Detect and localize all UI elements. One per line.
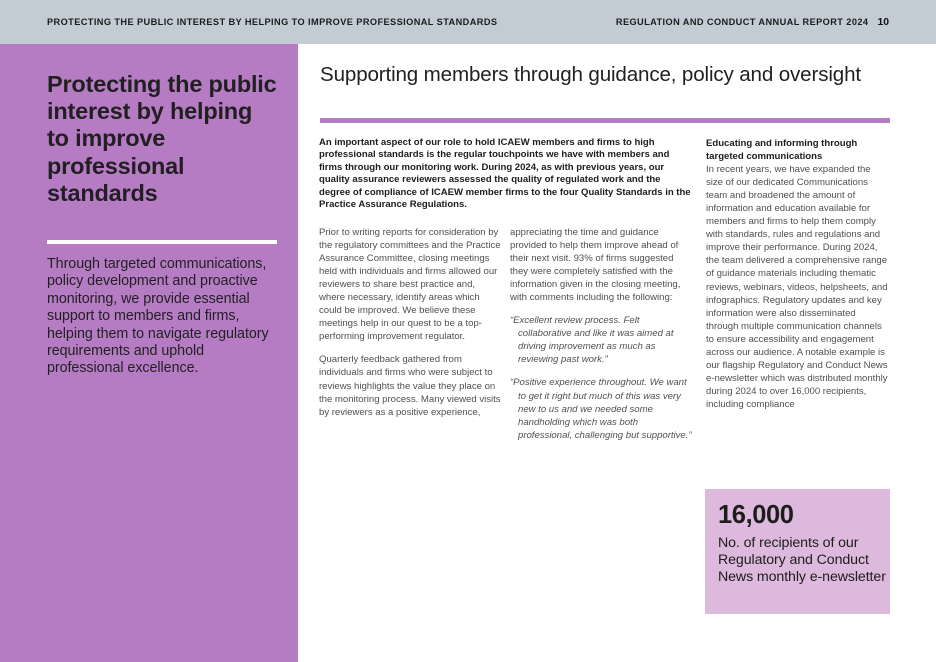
page-title: Supporting members through guidance, policy and oversight (320, 63, 861, 86)
running-header-report-title: REGULATION AND CONDUCT ANNUAL REPORT 2024 (615, 17, 869, 27)
stat-number: 16,000 (718, 501, 794, 529)
member-quote-2: “Positive experience throughout. We want to get it right but much of this was very new to us and we needed some handholding which was both professional, challenging but supportive.” (510, 377, 692, 441)
stat-callout-box (705, 489, 890, 614)
column-1-paragraph-1: Prior to writing reports for consideration by the regulatory committees and the Practice Assurance Committee, closing meetings held with individuals and firms allowed our reviewers to share best practice and, where necessary, identify areas which could be improved. We believe these meetings help in our quest to be a top-performing improvement regulator. (319, 227, 501, 343)
body-column-1 (319, 226, 501, 419)
main-content-area (298, 44, 936, 662)
member-quote-1: “Excellent review process. Felt collaborative and like it was aimed at driving improvement as much as reviewing past work.” (510, 315, 674, 366)
left-panel-title: Protecting the public interest by helping to improve professional standards (47, 71, 277, 206)
running-header-right (616, 17, 889, 28)
intro-paragraph: An important aspect of our role to hold ICAEW members and firms to high professional standards is the regular touchpoints we have with members and firms through our monitoring work. During 2024, as with previous years, our quality assurance reviewers assessed the quality of regulated work and the degree of compliance of ICAEW member firms to the four Quality Standards in the Practice Assurance Regulations. (319, 137, 691, 211)
column-3-paragraph-1: In recent years, we have expanded the size of our dedicated Communications team and broadened the amount of information and education available for members and firms to help them comply with standards, rules and regulations and improve their performance. During 2024, the team delivered a comprehensive range of guidance materials including thematic reviews, webinars, videos, helpsheets, and infographics. Regulatory updates and key information were also disseminated through multiple communication channels to ensure accessibility and engagement across our audience. A notable example is our flagship Regulatory and Conduct News e-newsletter which was distributed monthly during 2024 to over 16,000 recipients, including compliance (706, 164, 888, 410)
page-number: 10 (877, 17, 889, 28)
stat-caption: No. of recipients of our Regulatory and Conduct News monthly e-newsletter (718, 535, 886, 586)
body-column-2 (510, 226, 694, 442)
left-panel-body-text: Through targeted communications, policy development and proactive monitoring, we provide essential support to members and firms, helping them to navigate regulatory requirements and uphold professional excellence. (47, 256, 269, 377)
page-title-divider (320, 118, 890, 123)
running-header (0, 0, 936, 44)
left-feature-panel (0, 44, 298, 662)
body-column-3 (706, 137, 890, 411)
column-2-paragraph-1: appreciating the time and guidance provided to help them improve ahead of their next visit. 93% of firms suggested they were completely satisfied with the information given in the closing meeting, with comments including the following: (510, 227, 681, 304)
column-3-subheading: Educating and informing through targeted communications (706, 138, 858, 163)
column-1-paragraph-2: Quarterly feedback gathered from individuals and firms who were subject to reviews highlights the value they place on the monitoring process. Many viewed visits by reviewers as a positive experience, (319, 354, 501, 418)
running-header-left-text: PROTECTING THE PUBLIC INTEREST BY HELPING TO IMPROVE PROFESSIONAL STANDARDS (47, 17, 498, 27)
left-panel-divider (47, 240, 277, 244)
